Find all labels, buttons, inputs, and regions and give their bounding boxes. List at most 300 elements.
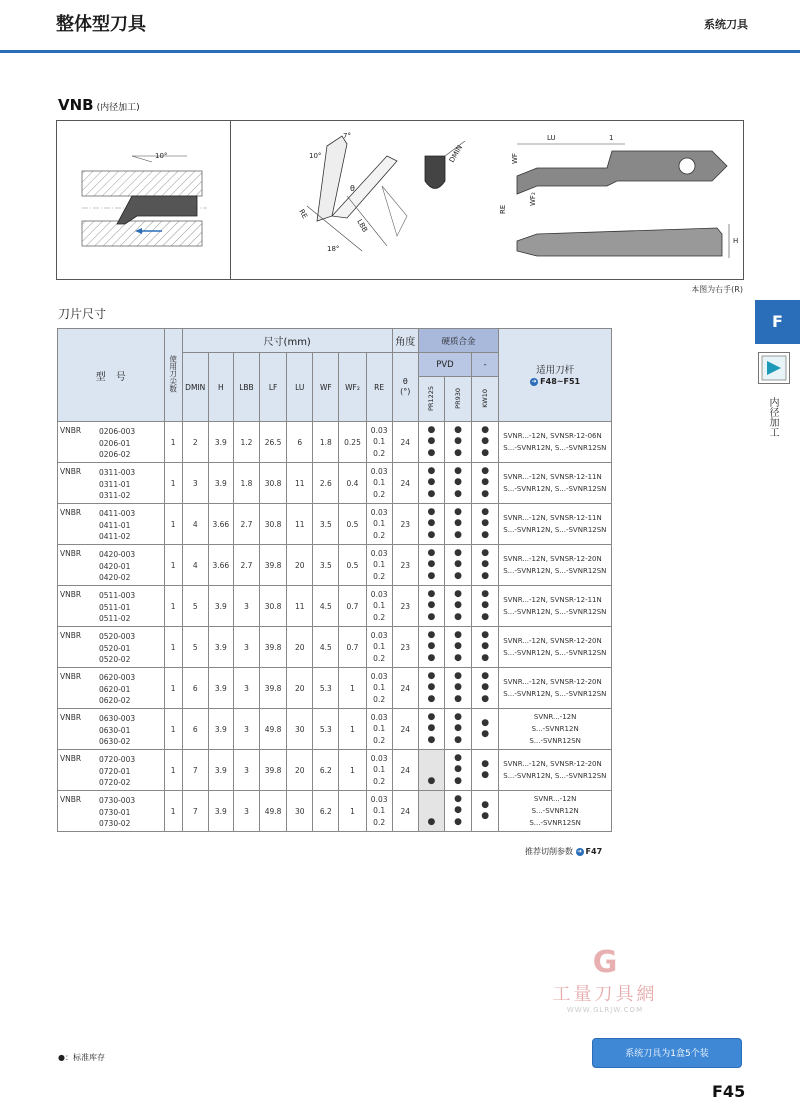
re-cell bbox=[366, 627, 392, 668]
theta-cell: 24 bbox=[392, 709, 418, 750]
re-cell bbox=[366, 463, 392, 504]
model-cell bbox=[58, 545, 165, 586]
lbb-cell: 3 bbox=[233, 627, 259, 668]
model-code: 0520-02 bbox=[99, 655, 131, 664]
model-code: 0420-02 bbox=[99, 573, 131, 582]
pr1225-stock-cell: ● ● ● bbox=[418, 422, 444, 463]
table-row bbox=[58, 504, 612, 545]
arrow-right-icon: ➜ bbox=[577, 847, 583, 855]
edges-cell: 1 bbox=[164, 750, 182, 791]
wf2-cell: 0.7 bbox=[339, 586, 366, 627]
wf-cell: 1.8 bbox=[313, 422, 339, 463]
kw10-stock-cell: ● ● ● bbox=[472, 586, 499, 627]
h-cell: 3.66 bbox=[208, 545, 233, 586]
legend: ●：标准库存 bbox=[58, 1053, 105, 1062]
lbb-cell: 3 bbox=[233, 668, 259, 709]
model-cell bbox=[58, 504, 165, 545]
grade-kw10-text: KW10 bbox=[481, 388, 490, 408]
wf2-cell: 0.5 bbox=[339, 545, 366, 586]
table-row bbox=[58, 627, 612, 668]
theta-label: θ bbox=[350, 184, 355, 193]
model-type: VNBR bbox=[60, 672, 82, 681]
re-value: 0.1 bbox=[373, 642, 386, 652]
holder-cell: SVNR...-12N, SVNSR-12-20N S...-SVNR12N, S...-SVNR12SN bbox=[499, 627, 612, 668]
holder-cell: SVNR...-12N, SVNSR-12-11N S...-SVNR12N, S...-SVNR12SN bbox=[499, 463, 612, 504]
wf-cell: 4.5 bbox=[313, 586, 339, 627]
wf-cell: 2.6 bbox=[313, 463, 339, 504]
holder-cell: SVNR...-12N, SVNSR-12-20N S...-SVNR12N, S...-SVNR12SN bbox=[499, 668, 612, 709]
col-re: RE bbox=[366, 353, 392, 422]
lbb-cell: 2.7 bbox=[233, 545, 259, 586]
table-row bbox=[58, 750, 612, 791]
theta-symbol: θ bbox=[402, 377, 408, 386]
h-cell: 3.9 bbox=[208, 422, 233, 463]
tool-diagram bbox=[56, 120, 744, 280]
re-value: 0.1 bbox=[373, 437, 386, 447]
wf2-cell: 1 bbox=[339, 668, 366, 709]
col-lf: LF bbox=[260, 353, 287, 422]
model-code: 0720-02 bbox=[99, 778, 131, 787]
model-code: 0730-01 bbox=[99, 807, 131, 817]
lf-cell: 30.8 bbox=[260, 504, 287, 545]
edges-cell: 1 bbox=[164, 422, 182, 463]
model-code: 0730-003 bbox=[99, 796, 136, 805]
lf-cell: 39.8 bbox=[260, 750, 287, 791]
holder-cell: SVNR...-12N, SVNSR-12-11N S...-SVNR12N, S...-SVNR12SN bbox=[499, 504, 612, 545]
model-code: 0630-02 bbox=[99, 737, 131, 746]
kw10-stock-cell: ● ● bbox=[472, 709, 499, 750]
watermark bbox=[535, 945, 675, 1014]
pr930-stock-cell: ● ● ● bbox=[444, 463, 471, 504]
re-value: 0.03 bbox=[370, 753, 388, 763]
col-lu: LU bbox=[287, 353, 313, 422]
lu-cell: 6 bbox=[287, 422, 313, 463]
kw10-stock-cell: ● ● ● bbox=[472, 668, 499, 709]
pack-note-button[interactable]: 系统刀具为1盒5个装 bbox=[592, 1038, 742, 1068]
theta-cell: 23 bbox=[392, 627, 418, 668]
h-cell: 3.9 bbox=[208, 750, 233, 791]
wf-label: WF bbox=[511, 153, 519, 164]
re-cell bbox=[366, 545, 392, 586]
lbb-cell: 1.8 bbox=[233, 463, 259, 504]
lf-cell: 39.8 bbox=[260, 627, 287, 668]
lbb-cell: 3 bbox=[233, 750, 259, 791]
model-code: 0411-02 bbox=[99, 532, 131, 541]
col-dmin: DMIN bbox=[182, 353, 208, 422]
arrow-right-icon: ➜ bbox=[531, 377, 537, 385]
dmin-cell: 6 bbox=[182, 709, 208, 750]
pr930-stock-cell: ● ● ● bbox=[444, 709, 471, 750]
lbb-label: LBB bbox=[355, 218, 369, 234]
h-cell: 3.9 bbox=[208, 709, 233, 750]
re-value: 0.2 bbox=[373, 489, 386, 499]
table-row bbox=[58, 709, 612, 750]
dmin-cell: 4 bbox=[182, 545, 208, 586]
model-code: 0630-003 bbox=[99, 714, 136, 723]
carbide-header: 硬质合金 bbox=[418, 329, 498, 353]
theta-cell: 24 bbox=[392, 463, 418, 504]
grade-kw10 bbox=[472, 377, 499, 422]
wf-cell: 6.2 bbox=[313, 750, 339, 791]
lu-cell: 11 bbox=[287, 586, 313, 627]
wf2-cell: 0.4 bbox=[339, 463, 366, 504]
pr1225-stock-cell: ● ● ● bbox=[418, 463, 444, 504]
wf-cell: 5.3 bbox=[313, 668, 339, 709]
re-value: 0.1 bbox=[373, 519, 386, 529]
angle-10b-label: 10° bbox=[309, 152, 322, 160]
model-cell bbox=[58, 422, 165, 463]
lf-cell: 26.5 bbox=[260, 422, 287, 463]
page-number: F45 bbox=[712, 1082, 746, 1101]
diagram-divider bbox=[230, 121, 231, 279]
model-cell bbox=[58, 709, 165, 750]
holder-header-title: 适用刀杆 bbox=[536, 365, 575, 376]
col-wf2: WF₂ bbox=[339, 353, 366, 422]
angle-7-label: 7° bbox=[343, 132, 351, 140]
pr930-stock-cell: ● ● ● bbox=[444, 627, 471, 668]
re-value: 0.1 bbox=[373, 806, 386, 816]
model-code: 0730-02 bbox=[99, 819, 131, 828]
wf-cell: 6.2 bbox=[313, 791, 339, 832]
re-value: 0.2 bbox=[373, 530, 386, 540]
dmin-cell: 5 bbox=[182, 627, 208, 668]
wf2-cell: 1 bbox=[339, 791, 366, 832]
re-cell bbox=[366, 709, 392, 750]
h-cell: 3.9 bbox=[208, 668, 233, 709]
re-cell bbox=[366, 586, 392, 627]
lbb-cell: 2.7 bbox=[233, 504, 259, 545]
holder-cell: SVNR...-12N, SVNSR-12-06N S...-SVNR12N, S...-SVNR12SN bbox=[499, 422, 612, 463]
re-value: 0.1 bbox=[373, 478, 386, 488]
model-code: 0720-01 bbox=[99, 766, 131, 776]
wf2-label: WF₂ bbox=[529, 192, 537, 206]
edges-cell: 1 bbox=[164, 627, 182, 668]
lu-cell: 20 bbox=[287, 545, 313, 586]
holder-header bbox=[499, 329, 612, 422]
recommend-ref: F47 bbox=[585, 847, 603, 856]
table-row bbox=[58, 668, 612, 709]
model-code: 0206-02 bbox=[99, 450, 131, 459]
model-code: 0620-01 bbox=[99, 684, 131, 694]
re-value: 0.03 bbox=[370, 630, 388, 640]
model-code: 0720-003 bbox=[99, 755, 136, 764]
h-cell: 3.9 bbox=[208, 463, 233, 504]
dmin-cell: 3 bbox=[182, 463, 208, 504]
theta-cell: 23 bbox=[392, 586, 418, 627]
col-wf: WF bbox=[313, 353, 339, 422]
wf-cell: 3.5 bbox=[313, 545, 339, 586]
model-type: VNBR bbox=[60, 795, 82, 804]
re-value: 0.1 bbox=[373, 560, 386, 570]
theta-cell: 23 bbox=[392, 504, 418, 545]
model-cell bbox=[58, 791, 165, 832]
angle-header: 角度 bbox=[392, 329, 418, 353]
lu-cell: 11 bbox=[287, 463, 313, 504]
kw10-stock-cell: ● ● ● bbox=[472, 422, 499, 463]
re2-label: RE bbox=[499, 204, 507, 214]
theta-cell: 24 bbox=[392, 422, 418, 463]
lf-cell: 30.8 bbox=[260, 463, 287, 504]
re-value: 0.2 bbox=[373, 776, 386, 786]
page-header-category: 系统刀具 bbox=[704, 18, 748, 31]
pr930-stock-cell: ● ● ● bbox=[444, 545, 471, 586]
spec-table-body bbox=[58, 422, 612, 832]
kw10-stock-cell: ● ● bbox=[472, 750, 499, 791]
section-title-text: VNB bbox=[58, 96, 94, 114]
model-type: VNBR bbox=[60, 590, 82, 599]
re-value: 0.1 bbox=[373, 683, 386, 693]
lu-label: LU bbox=[547, 134, 556, 142]
page-header-title: 整体型刀具 bbox=[56, 14, 146, 35]
h-cell: 3.66 bbox=[208, 504, 233, 545]
grade-pr1225 bbox=[418, 377, 444, 422]
pr1225-stock-cell: ● bbox=[418, 791, 444, 832]
lf-cell: 30.8 bbox=[260, 586, 287, 627]
model-code: 0420-01 bbox=[99, 561, 131, 571]
theta-cell: 23 bbox=[392, 545, 418, 586]
edges-cell: 1 bbox=[164, 504, 182, 545]
re-value: 0.03 bbox=[370, 548, 388, 558]
pr1225-stock-cell: ● ● ● bbox=[418, 504, 444, 545]
re-value: 0.03 bbox=[370, 425, 388, 435]
model-cell bbox=[58, 627, 165, 668]
recommend-text: 推荐切削参数 bbox=[525, 847, 573, 856]
pr930-stock-cell: ● ● ● bbox=[444, 750, 471, 791]
pr1225-stock-cell: ● ● ● bbox=[418, 709, 444, 750]
pr1225-stock-cell: ● ● ● bbox=[418, 586, 444, 627]
pr1225-stock-cell: ● ● ● bbox=[418, 545, 444, 586]
table-row bbox=[58, 463, 612, 504]
pr1225-stock-cell: ● ● ● bbox=[418, 627, 444, 668]
model-code: 0511-003 bbox=[99, 591, 136, 600]
watermark-url: WWW.GLRJW.COM bbox=[566, 1006, 644, 1014]
re-value: 0.03 bbox=[370, 466, 388, 476]
model-type: VNBR bbox=[60, 631, 82, 640]
model-cell bbox=[58, 750, 165, 791]
lu-cell: 20 bbox=[287, 668, 313, 709]
insert-side-illustration bbox=[415, 141, 505, 221]
pr930-stock-cell: ● ● ● bbox=[444, 668, 471, 709]
model-code: 0206-003 bbox=[99, 427, 136, 436]
uncoated-header: - bbox=[472, 353, 499, 377]
wf2-cell: 0.7 bbox=[339, 627, 366, 668]
model-type: VNBR bbox=[60, 508, 82, 517]
theta-unit: (°) bbox=[400, 387, 411, 396]
re-value: 0.03 bbox=[370, 507, 388, 517]
dmin-cell: 5 bbox=[182, 586, 208, 627]
re-value: 0.03 bbox=[370, 794, 388, 804]
table-row bbox=[58, 545, 612, 586]
re-value: 0.03 bbox=[370, 589, 388, 599]
lu-cell: 11 bbox=[287, 504, 313, 545]
re-value: 0.2 bbox=[373, 653, 386, 663]
model-code: 0620-02 bbox=[99, 696, 131, 705]
table-row bbox=[58, 791, 612, 832]
wf-cell: 3.5 bbox=[313, 504, 339, 545]
holder-cell: SVNR...-12N, SVNSR-12-20N S...-SVNR12N, S...-SVNR12SN bbox=[499, 750, 612, 791]
dmin-cell: 7 bbox=[182, 750, 208, 791]
lf-cell: 49.8 bbox=[260, 709, 287, 750]
wf-cell: 4.5 bbox=[313, 627, 339, 668]
re-cell bbox=[366, 791, 392, 832]
model-code: 0411-01 bbox=[99, 520, 131, 530]
re-cell bbox=[366, 750, 392, 791]
col-theta bbox=[392, 353, 418, 422]
lu-cell: 20 bbox=[287, 627, 313, 668]
model-code: 0420-003 bbox=[99, 550, 136, 559]
lbb-cell: 3 bbox=[233, 586, 259, 627]
grade-pr930 bbox=[444, 377, 471, 422]
kw10-stock-cell: ● ● ● bbox=[472, 627, 499, 668]
watermark-logo: G bbox=[592, 945, 618, 980]
dmin-cell: 7 bbox=[182, 791, 208, 832]
angle-18-label: 18° bbox=[327, 245, 340, 253]
re-value: 0.2 bbox=[373, 735, 386, 745]
model-code: 0511-01 bbox=[99, 602, 131, 612]
pvd-header: PVD bbox=[418, 353, 471, 377]
holder-header-ref[interactable] bbox=[499, 377, 611, 386]
pr930-stock-cell: ● ● ● bbox=[444, 791, 471, 832]
edges-cell: 1 bbox=[164, 545, 182, 586]
insert-plan-illustration bbox=[497, 126, 742, 276]
pr930-stock-cell: ● ● ● bbox=[444, 586, 471, 627]
model-type: VNBR bbox=[60, 713, 82, 722]
re-value: 0.2 bbox=[373, 817, 386, 827]
wf-cell: 5.3 bbox=[313, 709, 339, 750]
re-value: 0.03 bbox=[370, 671, 388, 681]
kw10-stock-cell: ● ● ● bbox=[472, 463, 499, 504]
edges-cell: 1 bbox=[164, 709, 182, 750]
side-tab-f[interactable]: F bbox=[755, 300, 800, 344]
edges-cell: 1 bbox=[164, 668, 182, 709]
watermark-name: 工量刀具網 bbox=[552, 984, 658, 1005]
theta-cell: 24 bbox=[392, 668, 418, 709]
edges-header-text: 使用刀尖数 bbox=[168, 355, 178, 393]
dmin-label: DMIN bbox=[447, 143, 465, 164]
re-label: RE bbox=[297, 208, 309, 221]
dmin-cell: 4 bbox=[182, 504, 208, 545]
model-code: 0206-01 bbox=[99, 438, 131, 448]
h-cell: 3.9 bbox=[208, 791, 233, 832]
model-code: 0511-02 bbox=[99, 614, 131, 623]
header-divider bbox=[0, 50, 800, 53]
col-lbb: LBB bbox=[233, 353, 259, 422]
model-type: VNBR bbox=[60, 549, 82, 558]
re-cell bbox=[366, 668, 392, 709]
re-value: 0.2 bbox=[373, 571, 386, 581]
re-value: 0.2 bbox=[373, 694, 386, 704]
lbb-cell: 3 bbox=[233, 709, 259, 750]
model-type: VNBR bbox=[60, 754, 82, 763]
model-code: 0311-02 bbox=[99, 491, 131, 500]
boring-category-icon bbox=[758, 352, 790, 384]
holder-cell: SVNR...-12N S...-SVNR12N S...-SVNR12SN bbox=[499, 791, 612, 832]
one-label: 1 bbox=[609, 134, 614, 142]
dmin-cell: 2 bbox=[182, 422, 208, 463]
holder-ref-text: F48~F51 bbox=[540, 377, 581, 386]
model-code: 0520-01 bbox=[99, 643, 131, 653]
wf2-cell: 1 bbox=[339, 750, 366, 791]
angle-10-label: 10° bbox=[155, 152, 168, 160]
re-cell bbox=[366, 504, 392, 545]
model-code: 0620-003 bbox=[99, 673, 136, 682]
model-cell bbox=[58, 463, 165, 504]
lf-cell: 49.8 bbox=[260, 791, 287, 832]
model-type: VNBR bbox=[60, 426, 82, 435]
wf2-cell: 1 bbox=[339, 709, 366, 750]
pr1225-stock-cell: ● bbox=[418, 750, 444, 791]
recommend-link[interactable] bbox=[525, 846, 602, 857]
edges-cell: 1 bbox=[164, 586, 182, 627]
model-cell bbox=[58, 586, 165, 627]
holder-cell: SVNR...-12N S...-SVNR12N S...-SVNR12SN bbox=[499, 709, 612, 750]
re-cell bbox=[366, 422, 392, 463]
theta-cell: 24 bbox=[392, 750, 418, 791]
lu-cell: 30 bbox=[287, 709, 313, 750]
kw10-stock-cell: ● ● ● bbox=[472, 545, 499, 586]
wf2-cell: 0.25 bbox=[339, 422, 366, 463]
edges-cell: 1 bbox=[164, 463, 182, 504]
lbb-cell: 1.2 bbox=[233, 422, 259, 463]
lu-cell: 30 bbox=[287, 791, 313, 832]
model-code: 0411-003 bbox=[99, 509, 136, 518]
pr1225-stock-cell: ● ● ● bbox=[418, 668, 444, 709]
kw10-stock-cell: ● ● bbox=[472, 791, 499, 832]
table-row bbox=[58, 586, 612, 627]
theta-cell: 24 bbox=[392, 791, 418, 832]
holder-cell: SVNR...-12N, SVNSR-12-11N S...-SVNR12N, S...-SVNR12SN bbox=[499, 586, 612, 627]
section-subtitle: (内径加工) bbox=[96, 103, 140, 113]
wf2-cell: 0.5 bbox=[339, 504, 366, 545]
side-category-label: 内径加工 bbox=[767, 397, 778, 437]
holder-cell: SVNR...-12N, SVNSR-12-20N S...-SVNR12N, S...-SVNR12SN bbox=[499, 545, 612, 586]
col-h: H bbox=[208, 353, 233, 422]
section-title bbox=[58, 96, 140, 114]
model-code: 0311-003 bbox=[99, 468, 136, 477]
lbb-cell: 3 bbox=[233, 791, 259, 832]
re-value: 0.1 bbox=[373, 765, 386, 775]
model-code: 0630-01 bbox=[99, 725, 131, 735]
model-code: 0520-003 bbox=[99, 632, 136, 641]
grade-pr1225-text: PR1225 bbox=[427, 385, 436, 411]
boring-illustration bbox=[77, 136, 217, 266]
h-cell: 3.9 bbox=[208, 586, 233, 627]
edges-cell: 1 bbox=[164, 791, 182, 832]
insert-angle-illustration bbox=[287, 126, 427, 276]
dmin-cell: 6 bbox=[182, 668, 208, 709]
lf-cell: 39.8 bbox=[260, 668, 287, 709]
model-type: VNBR bbox=[60, 467, 82, 476]
model-header: 型 号 bbox=[58, 329, 165, 422]
lf-cell: 39.8 bbox=[260, 545, 287, 586]
re-value: 0.2 bbox=[373, 612, 386, 622]
lu-cell: 20 bbox=[287, 750, 313, 791]
re-value: 0.2 bbox=[373, 448, 386, 458]
re-value: 0.1 bbox=[373, 724, 386, 734]
table-title: 刀片尺寸 bbox=[58, 307, 107, 321]
pr930-stock-cell: ● ● ● bbox=[444, 504, 471, 545]
insert-spec-table bbox=[57, 328, 612, 832]
model-code: 0311-01 bbox=[99, 479, 131, 489]
kw10-stock-cell: ● ● ● bbox=[472, 504, 499, 545]
grade-pr930-text: PR930 bbox=[454, 387, 463, 409]
re-value: 0.1 bbox=[373, 601, 386, 611]
re-value: 0.03 bbox=[370, 712, 388, 722]
pr930-stock-cell: ● ● ● bbox=[444, 422, 471, 463]
edges-header bbox=[164, 329, 182, 422]
dimension-header: 尺寸(mm) bbox=[182, 329, 392, 353]
diagram-note: 本图为右手(R) bbox=[691, 285, 743, 294]
